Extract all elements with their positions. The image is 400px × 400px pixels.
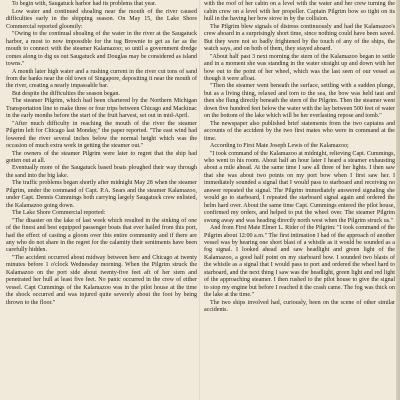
paragraph: The two ships involved had, curiously, been on the scene of other similar accidents. <box>204 299 395 314</box>
paragraph: "About half past 3 next morning the stern of the Kalamazoo began to settle and in a moment she was standing in the water straight up and down with her bow out to the point of her wheel, which was the last seen of our vessel as though it were afloat. <box>204 53 395 82</box>
paragraph: To begin with, Saugatuck harbor had its problems that year. <box>12 1 157 8</box>
paragraph: A month later high water and a rushing current in the river cut tons of sand from the banks near the old town of Singapore, depositing it near the mouth of the river, creating a nearly impassable bar. <box>6 68 197 90</box>
paragraph: And from First Mate Elmer L. Rider of the Pilgrim: "I took command of the Pilgrim about 12:00 a.m." The first intimation I had of the approach of another vessel was by hearing one short blast of a whistle as it would be sounded as a fog signal. I looked ahead and saw headlight and green light of the Kalamazoo, a good half point on my starboard bow. I sounded two blasts of the whistle as a signal that I would pass to port and ordered the wheel hard to starboard, and the next thing I saw was the headlight, green light and red light of the approaching steamer. I then rushed to the pilot house to give the signal to stop my engine but before I reached it the crash came. The fog was thick on the lake at the time." <box>204 225 395 299</box>
paragraph: "Then the steamer went beneath the surface, settling with a sudden plunge, but as a living thing, relaxed and torn to the sea, the bow was held taut and then she flung directly beneath the stern of the Pilgrim. Then the steamer went down five hundred feet below the water with the lay between 500 feet of water on the bottom of the lake which will be her everlasting repose and tomb." <box>204 83 395 120</box>
paragraph: "The accident occurred about midway between here and Chicago at twenty minutes before 1 o'clock Wednesday morning. When the Pilgrim struck the Kalamazoo on the port side about twenty-five feet aft of her stem and penetrated her hull at least five feet. No panic occurred in the crew of either vessel. Capt Cummings of the Kalamazoo was in the pilot house at the time the shock occurred and was injured quite severely about the foot by being thrown to the floor." <box>6 254 197 306</box>
page-edge <box>396 0 400 400</box>
paragraph: The newspaper also published brief statements from the two captains and accounts of the accident by the two first mates who were in command at the time. <box>204 120 395 142</box>
paragraph: "I took command of the Kalamazoo at midnight, relieving Capt. Cummings, who went to his room. About half an hour later I heard a steamer exhausting about a mile ahead. At the same time I saw all three of her lights. I then saw that she was about two points on my port bow when I first saw her. I immediately sounded a signal that I would pass to starboard and receiving no answer repeated the signal. The Pilgrim immediately answered signaling she would go to starboard, I repeated the starboard signal again and ordered the helm hard over. About the same time Capt. Cummings entered the pilot house, confirmed my orders, and helped to put the wheel over. The steamer Pilgrim swung away and was heading directly north west when the Pilgrim struck us." <box>204 150 395 224</box>
paragraph: "After much difficulty in reaching the mouth of the river the steamer Pilgrim left for Chicago last Monday," the paper reported. "The east wind had lowered the river several inches below the normal height which was the occasion of much extra work in getting the steamer out." <box>6 120 197 150</box>
paragraph: "The disaster on the lake of last week which resulted in the sinking of one of the finest and best equipped passenger boats that ever hailed from this port, had the effect of casting a gloom over this entire community and if there are any who do not share in the regret for the calamity their sentiments have been carefully hidden. <box>6 217 197 254</box>
paragraph: The Pilgrim blew signals of distress continuously and had the Kalamazoo's crew aboard in a surprisingly short time, since nothing could have been saved. But they were not so badly frightened by the touch of any of the ships, the watch says, and on both of them, they stayed aboard. <box>204 23 395 53</box>
paragraph: Eventually more of the Saugatuck based boats ploughed their way through the sand into the big lake. <box>6 165 197 179</box>
paragraph: "Owing to the continual shoaling of the water in the river at the Saugatuck harbor, a most to now impossible for the tug Brownie to get as far as the mouth to connect with the steamer Kalamazoo; so until a government dredge comes along to dig us out Saugatuck and Douglas may be considered as island towns." <box>6 31 197 68</box>
paragraph: The Lake Shore Commercial reported: <box>12 210 106 217</box>
paragraph: The owners of the steamer Pilgrim were later to regret that the ship had gotten out at all. <box>6 150 197 164</box>
paragraph: The steamer Pilgrim, which had been chartered by the Northern Michigan Transportation line to make three or four trips between Chicago and Mackinac in the early months before the start of the fruit harvest, set out in mid-April. <box>6 98 197 120</box>
right-column <box>204 0 395 314</box>
paragraph: Low water and continued shoaling near the mouth of the river caused difficulties early in the shipping season. On May 15, the Lake Shore Commercial reported gloomily: <box>6 8 197 30</box>
paragraph: The traffic problems began shortly after midnight May 28 when the steamer Pilgrim, under the command of Capt. P.A. Sears and the steamer Kalamazoo, under Capt. Dennis Cummings both carrying largely Saugatuck crew enlisted, the Kalamazoo going down. <box>6 180 197 209</box>
paragraph: with the roof of her cabin on a level with the water and her crew turning the cabin crew on a level with her propeller. Captain Pilgrim bow so tight on its hull in the having her bow stove in by the collision. <box>204 1 395 23</box>
left-column <box>6 0 197 307</box>
column-divider <box>199 0 200 400</box>
paragraph: According to First Mate Joseph Lewis of the Kalamazoo; <box>210 143 349 150</box>
paragraph: But despite the difficulties the season began. <box>12 90 120 97</box>
